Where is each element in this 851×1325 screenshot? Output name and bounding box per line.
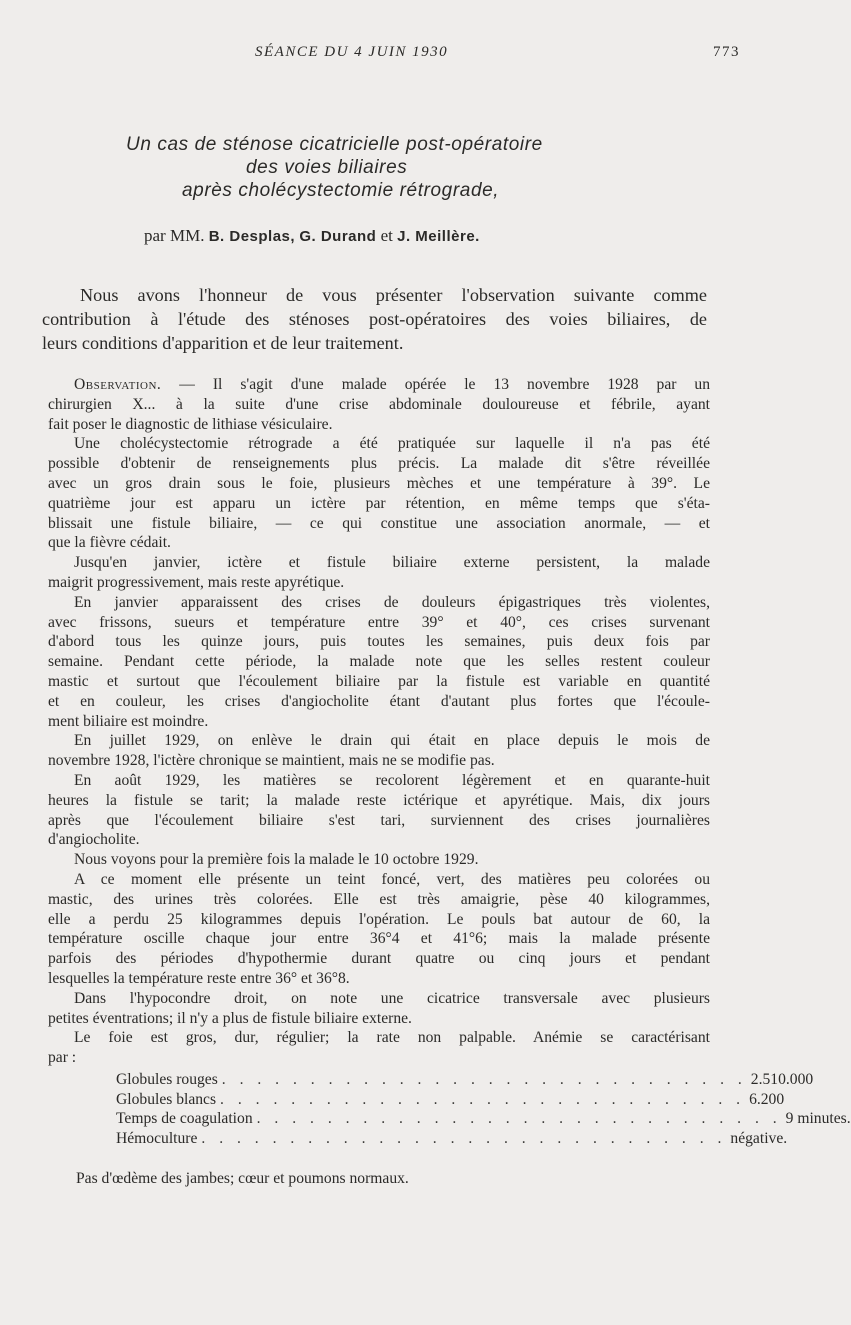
text-line: quatrième jour est apparu un ictère par rétention, en même temps que s'éta- (48, 494, 710, 512)
title-line: Un cas de sténose cicatricielle post-opératoire (126, 134, 543, 155)
text-line: maigrit progressivement, mais reste apyrétique. (48, 573, 345, 591)
text-line: après que l'écoulement biliaire s'est tari, surviennent des crises journalières (48, 811, 710, 829)
leader-dots: . . . . . . . . . . . . . . . . . . . . . . . . . . . . . . (220, 1090, 746, 1108)
leader-dots: . . . . . . . . . . . . . . . . . . . . . . . . . . . . . . (201, 1129, 727, 1147)
lab-result-row (116, 1090, 785, 1110)
lab-result-name: Globules blancs (116, 1090, 217, 1108)
text-line: leurs conditions d'apparition et de leur traitement. (42, 333, 404, 353)
lab-results-table (116, 1070, 851, 1148)
author-name: G. Durand (299, 228, 377, 245)
lab-result-row (116, 1129, 788, 1149)
running-title: SÉANCE DU 4 JUIN 1930 (255, 44, 449, 60)
text-line: heures la fistule se tarit; la malade reste ictérique et apyrétique. Mais, dix jours (48, 791, 710, 809)
text-line: parfois des périodes d'hypothermie durant quatre ou cinq jours et pendant (48, 950, 710, 968)
leader-dots: . . . . . . . . . . . . . . . . . . . . . . . . . . . . . . (256, 1110, 782, 1128)
text-line: Nous voyons pour la première fois la malade le 10 octobre 1929. (74, 851, 479, 869)
text-line: possible d'obtenir de renseignements plus précis. La malade dit s'être réveillée (48, 455, 710, 473)
lab-result-name: Globules rouges (116, 1071, 218, 1088)
text-line: Dans l'hypocondre droit, on note une cicatrice transversale avec plusieurs (74, 989, 710, 1007)
text-line: En août 1929, les matières se recolorent légèrement et en quarante-huit (74, 771, 710, 789)
text-line: Une cholécystectomie rétrograde a été pratiquée sur laquelle il n'a pas été (74, 435, 710, 453)
lab-result-row (116, 1109, 851, 1129)
text-line: En juillet 1929, on enlève le drain qui était en place depuis le mois de (74, 732, 710, 750)
lab-result-value: négative. (730, 1129, 788, 1147)
text-line: petites éventrations; il n'y a plus de fistule biliaire externe. (48, 1009, 412, 1027)
text-line: blissait une fistule biliaire, — ce qui constitue une association anormale, — et (48, 514, 710, 532)
authors-conjunction: et (380, 226, 393, 245)
author-name: J. Meillère. (397, 228, 480, 245)
text-line: fait poser le diagnostic de lithiase vésiculaire. (48, 415, 333, 433)
text-line: lesquelles la température reste entre 36° et 36°8. (48, 969, 350, 987)
lab-result-value: 2.510.000 (750, 1071, 814, 1088)
running-header (255, 44, 740, 61)
text-line: contribution à l'étude des sténoses post-opératoires des voies biliaires, de (42, 309, 707, 329)
authors-prefix: par MM. (144, 226, 205, 245)
text-line: mastic, des urines très colorées. Elle est très amaigrie, pèse 40 kilogrammes, (48, 890, 710, 908)
text-line: d'angiocholite. (48, 831, 140, 849)
text-line: par : (48, 1049, 77, 1067)
text-line: elle a perdu 25 kilogrammes depuis l'opération. Le pouls bat autour de 60, la (48, 910, 710, 928)
text-line: d'abord tous les quinze jours, puis toutes les semaines, puis deux fois par (48, 633, 710, 651)
title-line: après cholécystectomie rétrograde, (182, 180, 500, 201)
observation-text (48, 375, 710, 1068)
text-line: et en couleur, les crises d'angiocholite étant d'autant plus fortes que l'écoule- (48, 692, 710, 710)
text-line: semaine. Pendant cette période, la malade note que les selles restent couleur (48, 653, 710, 671)
text-line: que la fièvre cédait. (48, 534, 171, 552)
text-line: avec frissons, sueurs et température entre 39° et 40°, ces crises survenant (48, 613, 710, 631)
text-fragment: — Il s'agit d'une malade opérée le 13 novembre 1928 par un (161, 376, 710, 393)
observation-first-line (48, 375, 710, 395)
text-line: novembre 1928, l'ictère chronique se maintient, mais ne se modifie pas. (48, 752, 495, 770)
page-number: 773 (713, 44, 740, 60)
lab-result-value: 9 minutes. (785, 1110, 851, 1128)
authors-line (144, 226, 480, 246)
closing-line: Pas d'œdème des jambes; cœur et poumons normaux. (76, 1170, 409, 1187)
text-line: avec un gros drain sous le foie, plusieurs mèches et une température à 39°. Le (48, 474, 710, 492)
leader-dots: . . . . . . . . . . . . . . . . . . . . . . . . . . . . . . (221, 1071, 747, 1088)
lab-result-name: Temps de coagulation (116, 1110, 253, 1128)
lab-result-name: Hémoculture (116, 1129, 198, 1147)
title-line: des voies biliaires (246, 157, 408, 178)
text-line: Le foie est gros, dur, régulier; la rate non palpable. Anémie se caractérisant (74, 1029, 710, 1047)
observation-label: Observation. (74, 376, 162, 393)
text-line: température oscille chaque jour entre 36°4 et 41°6; mais la malade présente (48, 930, 710, 948)
text-line: Nous avons l'honneur de vous présenter l'observation suivante comme (80, 285, 707, 305)
text-line: A ce moment elle présente un teint foncé, vert, des matières peu colorées ou (74, 870, 710, 888)
text-line: En janvier apparaissent des crises de douleurs épigastriques très violentes, (74, 593, 710, 611)
text-line: ment biliaire est moindre. (48, 712, 209, 730)
text-line: chirurgien X... à la suite d'une crise abdominale douloureuse et fébrile, ayant (48, 395, 710, 413)
text-line: Jusqu'en janvier, ictère et fistule biliaire externe persistent, la malade (74, 554, 710, 572)
text-line: mastic et surtout que l'écoulement biliaire par la fistule est variable en quantité (48, 672, 710, 690)
author-name: B. Desplas, (208, 228, 296, 245)
intro-paragraph (42, 283, 707, 355)
lab-result-row (116, 1070, 814, 1090)
lab-result-value: 6.200 (749, 1090, 785, 1108)
